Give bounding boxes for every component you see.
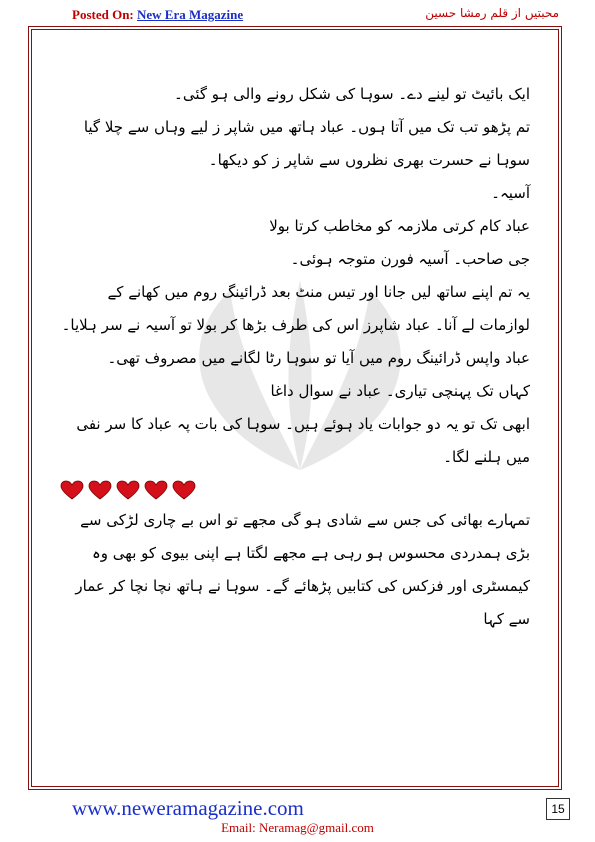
heart-icon <box>172 480 196 500</box>
author-credit: محبتیں از قلم رمشا حسین <box>425 6 559 20</box>
paragraph: کہاں تک پہنچی تیاری۔ عباد نے سوال داغا <box>270 382 530 400</box>
website-url[interactable]: www.neweramagazine.com <box>72 796 304 820</box>
magazine-link[interactable]: New Era Magazine <box>137 7 244 22</box>
paragraph: تم پڑھو تب تک میں آتا ہوں۔ عباد ہاتھ میں شاپر ز لیے وہاں سے چلا گیا سوہا نے حسرت بھری نظروں سے شاپر ز کو دیکھا۔ <box>83 118 530 169</box>
paragraph: عباد واپس ڈرائینگ روم میں آیا تو سوہا رٹا لگانے میں مصروف تھی۔ <box>107 349 530 367</box>
heart-icon <box>60 480 84 500</box>
paragraph: جی صاحب۔ آسیہ فورن متوجہ ہوئی۔ <box>290 250 530 268</box>
article-body <box>60 78 530 636</box>
heart-icon <box>88 480 112 500</box>
paragraph: ایک بائیٹ تو لینے دے۔ سوہا کی شکل رونے والی ہو گئی۔ <box>174 85 530 103</box>
paragraph: یہ تم اپنے ساتھ لیں جانا اور تیس منٹ بعد ڈرائینگ روم میں کھانے کے لوازمات لے آنا۔ عباد شاپرز اس کی طرف بڑھا کر بولا تو آسیہ نے سر ہلایا۔ <box>61 283 530 334</box>
posted-on-label <box>72 7 243 23</box>
heart-icon <box>144 480 168 500</box>
posted-label: Posted On: <box>72 7 134 22</box>
paragraph: آسیہ۔ <box>491 184 530 202</box>
paragraph: ابھی تک تو یہ دو جوابات یاد ہوئے ہیں۔ سوہا کی بات پہ عباد کا سر نفی میں ہلنے لگا۔ <box>76 415 530 466</box>
paragraph: عباد کام کرتی ملازمہ کو مخاطب کرتا بولا <box>269 217 530 235</box>
heart-divider <box>60 480 530 500</box>
page-number: 15 <box>546 798 570 820</box>
heart-icon <box>116 480 140 500</box>
paragraph: تمہارے بھائی کی جس سے شادی ہو گی مجھے تو اس بے چاری لڑکی سے بڑی ہمدردی محسوس ہو رہی ہے مجھے لگتا ہے اپنی بیوی کو بھی وہ کیمسٹری اور فزکس کی کتابیں پڑھائے گے۔ سوہا نے ہاتھ نچا نچا کر عمار سے کہا <box>75 511 530 628</box>
contact-email: Email: Neramag@gmail.com <box>221 820 374 835</box>
